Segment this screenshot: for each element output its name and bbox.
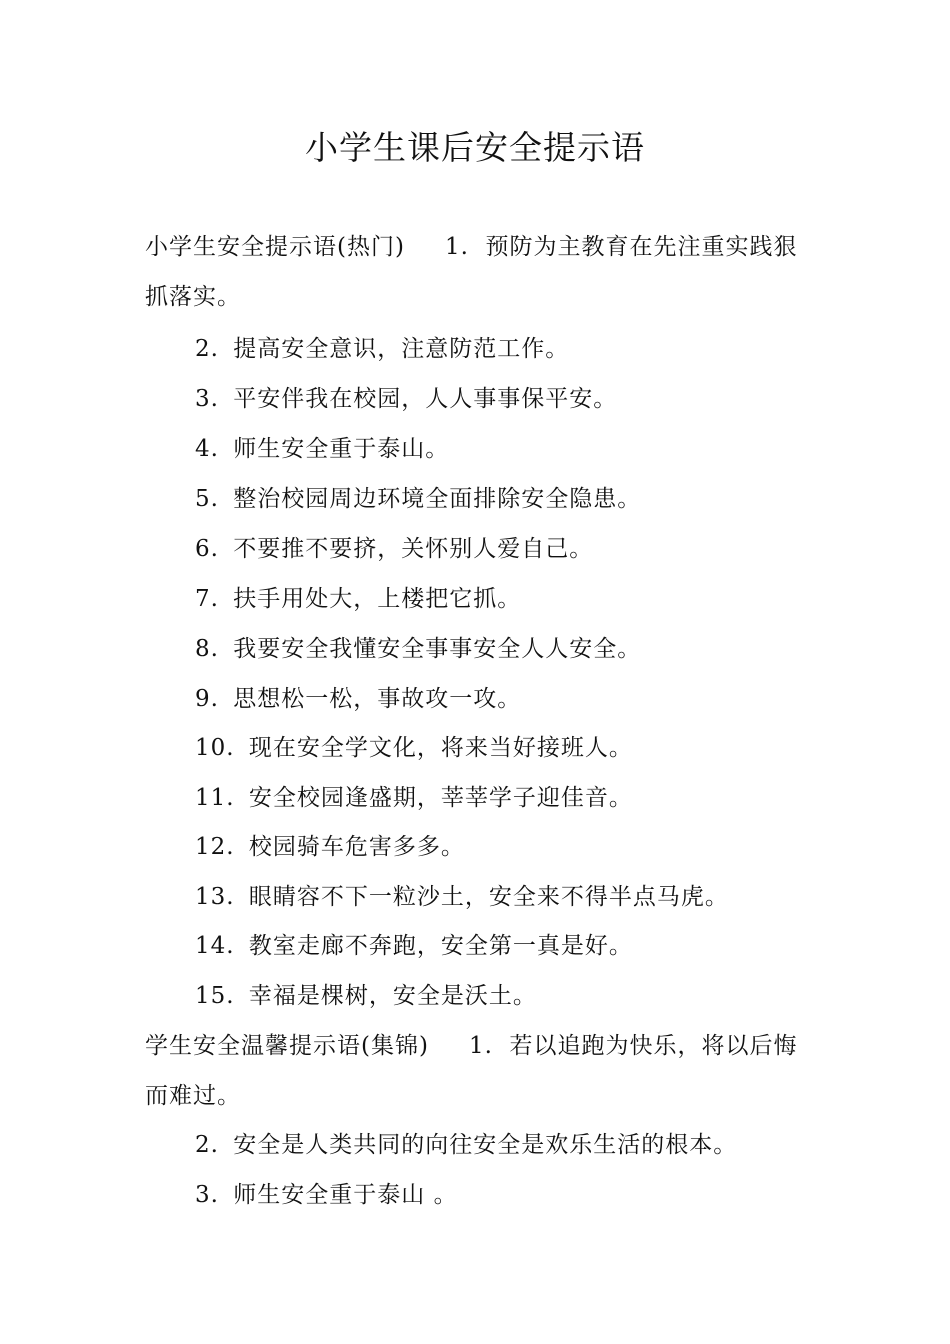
item-number: 9.	[195, 686, 219, 712]
list-item	[195, 534, 815, 564]
item-text: 思想松一松，事故攻一攻。	[233, 686, 522, 712]
item-number: 3.	[195, 386, 219, 412]
item-number: 2.	[195, 336, 219, 362]
list-item	[195, 882, 815, 912]
item-text: 不要推不要挤，关怀别人爱自己。	[233, 536, 594, 562]
item-text: 平安伴我在校园，人人事事保平安。	[233, 386, 618, 412]
list-item	[195, 484, 815, 514]
item-text: 扶手用处大，上楼把它抓。	[233, 586, 522, 612]
item-text: 幸福是棵树，安全是沃土。	[248, 983, 537, 1009]
item-text: 安全校园逢盛期，莘莘学子迎佳音。	[248, 785, 633, 811]
item-text: 师生安全重于泰山 。	[233, 1182, 458, 1208]
document-title: 小学生课后安全提示语	[305, 128, 645, 167]
item-number: 5.	[195, 486, 219, 512]
section1-paragraph	[145, 222, 815, 322]
section2-first-num: 1.	[468, 1033, 493, 1059]
item-number: 8.	[195, 636, 219, 662]
item-number: 6.	[195, 536, 219, 562]
list-item	[195, 783, 815, 813]
list-item	[195, 684, 815, 714]
section2-first-text: 若以追跑为快乐，将以后悔而难过。	[145, 1033, 798, 1109]
item-number: 3.	[195, 1182, 219, 1208]
list-item	[195, 334, 815, 364]
item-text: 师生安全重于泰山。	[233, 436, 450, 462]
section1-first-num: 1.	[444, 234, 469, 260]
item-number: 7.	[195, 586, 219, 612]
item-text: 整治校园周边环境全面排除安全隐患。	[233, 486, 642, 512]
list-item	[195, 733, 815, 763]
item-number: 15.	[195, 983, 235, 1009]
item-text: 我要安全我懂安全事事安全人人安全。	[233, 636, 642, 662]
list-item	[195, 384, 815, 414]
item-number: 13.	[195, 884, 235, 910]
list-item	[195, 931, 815, 961]
item-text: 教室走廊不奔跑，安全第一真是好。	[248, 933, 633, 959]
item-number: 2.	[195, 1132, 219, 1158]
item-text: 提高安全意识，注意防范工作。	[233, 336, 570, 362]
list-item	[195, 1180, 815, 1210]
item-text: 眼睛容不下一粒沙土，安全来不得半点马虎。	[248, 884, 729, 910]
list-item	[195, 981, 815, 1011]
item-text: 校园骑车危害多多。	[248, 834, 465, 860]
list-item	[195, 832, 815, 862]
section1-heading: 小学生安全提示语(热门)	[145, 234, 405, 260]
item-number: 14.	[195, 933, 235, 959]
item-number: 4.	[195, 436, 219, 462]
section1-first-text: 预防为主教育在先注重实践狠抓落实。	[145, 234, 798, 310]
item-text: 安全是人类共同的向往安全是欢乐生活的根本。	[233, 1132, 738, 1158]
list-item	[195, 1130, 815, 1160]
item-text: 现在安全学文化，将来当好接班人。	[248, 735, 633, 761]
list-item	[195, 434, 815, 464]
section2-paragraph	[145, 1021, 815, 1121]
item-number: 10.	[195, 735, 235, 761]
item-number: 11.	[195, 785, 235, 811]
item-number: 12.	[195, 834, 235, 860]
list-item	[195, 584, 815, 614]
list-item	[195, 634, 815, 664]
section2-heading: 学生安全温馨提示语(集锦)	[145, 1033, 429, 1059]
